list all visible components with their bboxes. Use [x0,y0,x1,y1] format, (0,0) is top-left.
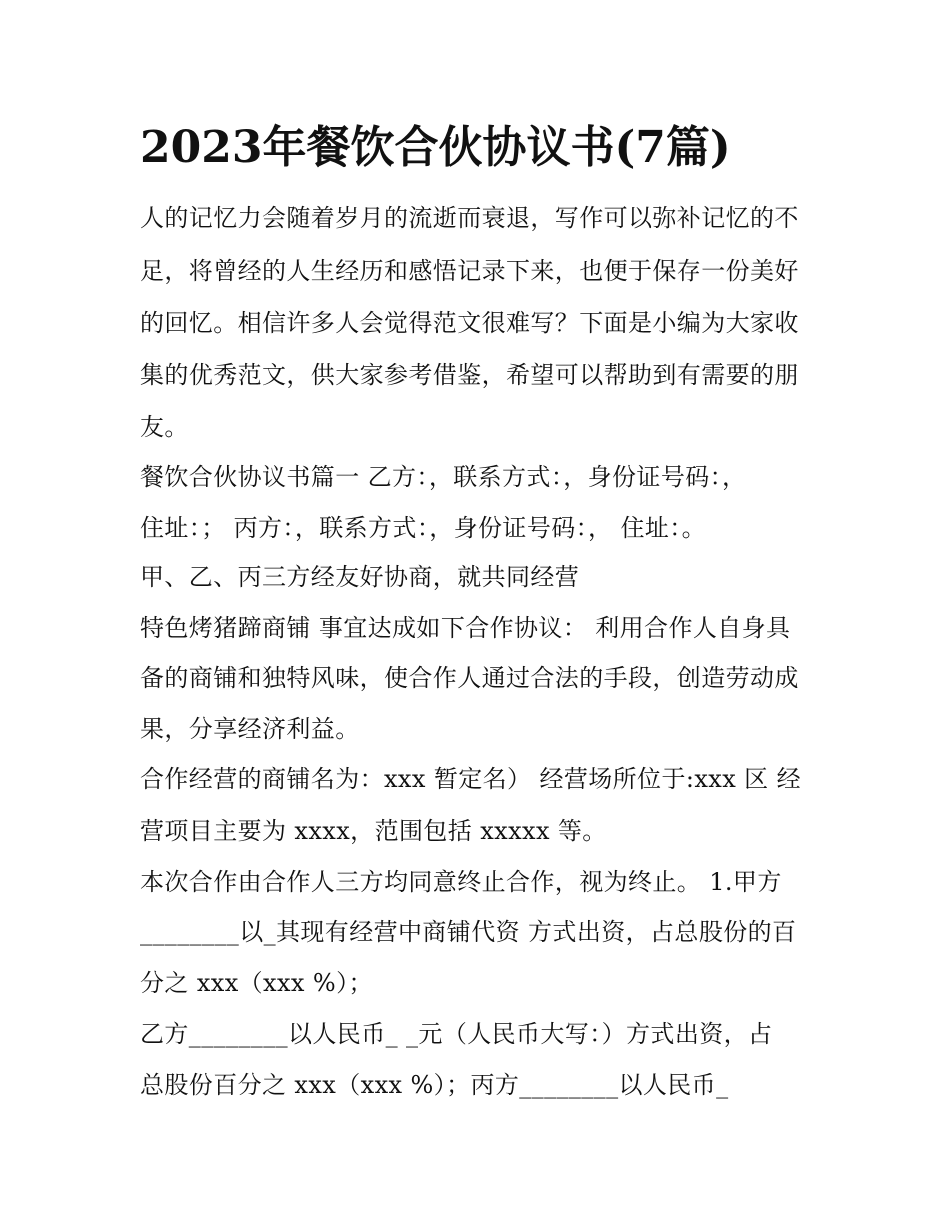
paragraph-line: 甲、乙、丙三方经友好协商，就共同经营 [140,563,580,591]
paragraph-line: 本次合作由合作人三方均同意终止合作，视为终止。 1.甲方 [140,868,782,896]
paragraph-line: 分之 xxx（xxx %）； [140,969,373,997]
paragraph-line: 合作经营的商铺名为：xxx 暂定名） 经营场所位于:xxx 区 经 [140,765,802,793]
paragraph-line: 总股份百分之 xxx（xxx %）；丙方________以人民币_ [140,1071,729,1099]
paragraph-line: 特色烤猪蹄商铺 事宜达成如下合作协议： 利用合作人自身具 [140,614,791,642]
paragraph-line: 人的记忆力会随着岁月的流逝而衰退，写作可以弥补记忆的不 [140,204,799,232]
paragraph-line: 餐饮合伙协议书篇一 乙方：，联系方式：，身份证号码：， [140,463,747,491]
paragraph-line: 的回忆。相信许多人会觉得范文很难写？下面是小编为大家收 [140,309,799,337]
paragraph-line: 住址：； 丙方：，联系方式：，身份证号码：， 住址：。 [140,514,707,542]
paragraph-line: 备的商铺和独特风味，使合作人通过合法的手段，创造劳动成 [140,664,799,692]
paragraph-line: 果，分享经济利益。 [140,715,360,743]
paragraph-line: ________以_其现有经营中商铺代资 方式出资，占总股份的百 [140,918,797,946]
paragraph-line: 友。 [140,413,189,441]
document-title: 2023年餐饮合伙协议书(7篇) [140,122,731,173]
paragraph-line: 乙方________以人民币_ _元（人民币大写：）方式出资，占 [140,1020,773,1048]
paragraph-line: 集的优秀范文，供大家参考借鉴，希望可以帮助到有需要的朋 [140,361,799,389]
paragraph-line: 足，将曾经的人生经历和感悟记录下来，也便于保存一份美好 [140,257,799,285]
paragraph-line: 营项目主要为 xxxx，范围包括 xxxxx 等。 [140,817,607,845]
